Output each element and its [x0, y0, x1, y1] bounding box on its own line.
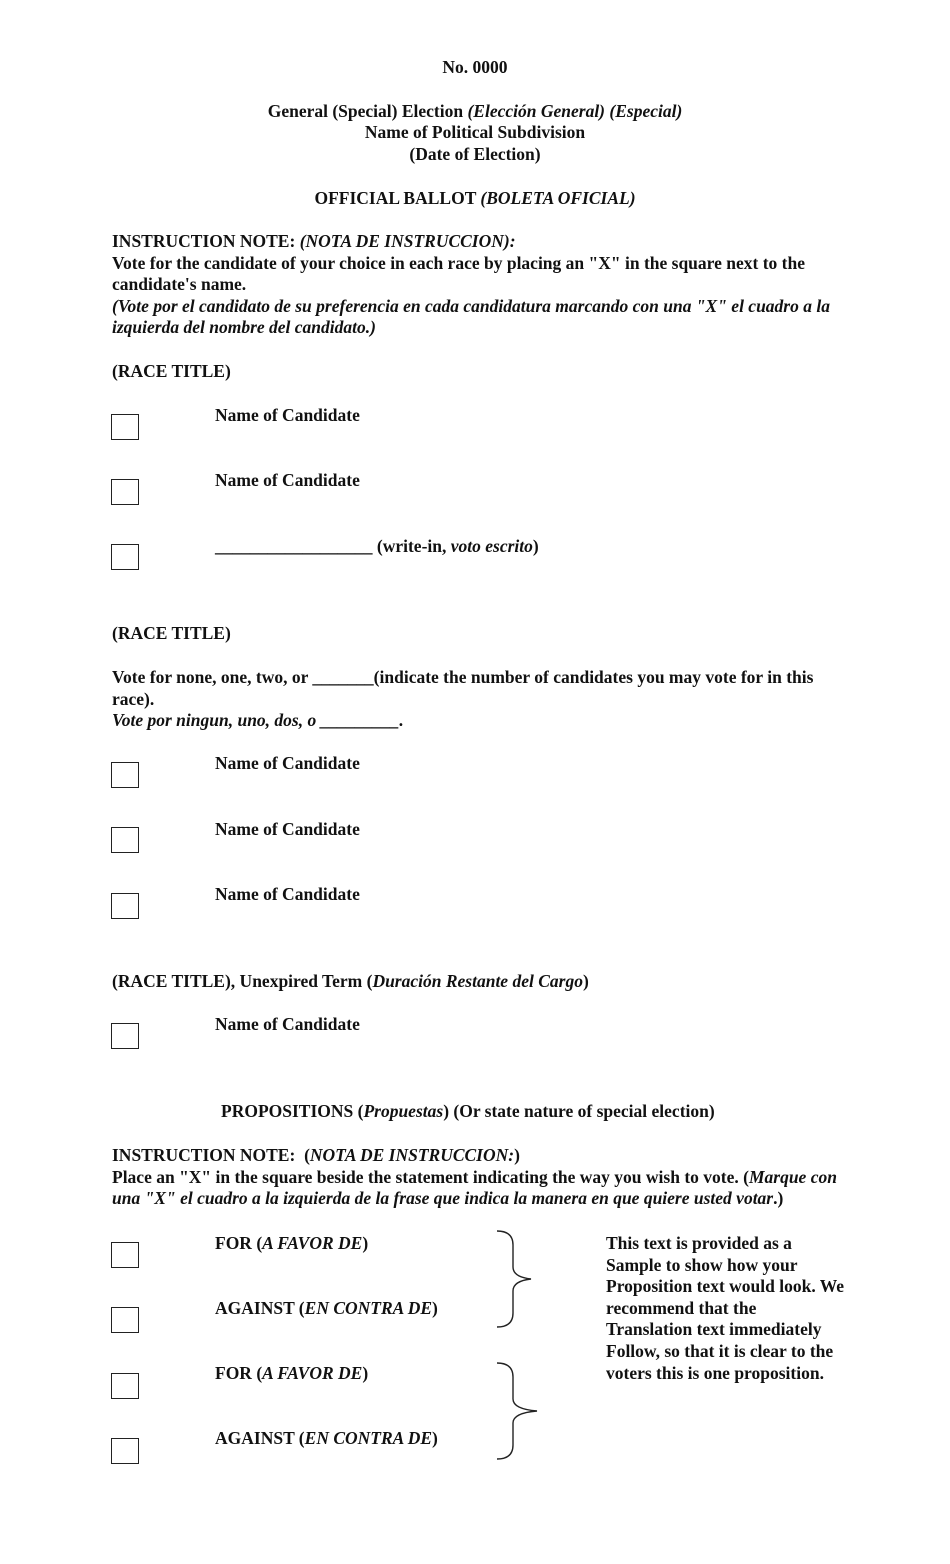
right-brace-icon	[495, 1361, 539, 1461]
propositions-title: PROPOSITIONS (Propuestas) (Or state nature of special election)	[221, 1101, 715, 1121]
proposition-for: FOR (A FAVOR DE)	[215, 1233, 369, 1253]
vote-checkbox[interactable]	[111, 1373, 139, 1399]
vote-checkbox[interactable]	[111, 544, 139, 570]
vote-for-instruction: Vote for none, one, two, or _______(indicate the number of candidates you may vote for in this race). Vote por ningun, uno, dos, o _________.	[112, 667, 814, 730]
candidate-name: Name of Candidate	[215, 405, 360, 425]
ballot-heading: OFFICIAL BALLOT (BOLETA OFICIAL)	[314, 188, 636, 208]
race-title: (RACE TITLE)	[112, 623, 231, 643]
right-brace-icon	[495, 1229, 539, 1329]
candidate-name: Name of Candidate	[215, 753, 360, 773]
subdivision-name: Name of Political Subdivision	[364, 122, 586, 142]
instruction-note: INSTRUCTION NOTE: (NOTA DE INSTRUCCION): Vote for the candidate of your choice in each race by placing an "X" in the square next to the candidate's name. (Vote por el candidato de su preferencia en cada candidatura marcando con una "X" el cuadro a la izquierda del nombre del candidato.)	[112, 231, 830, 337]
ballot-number: No. 0000	[442, 57, 508, 77]
candidate-name: Name of Candidate	[215, 884, 360, 904]
candidate-name: Name of Candidate	[215, 819, 360, 839]
election-title: General (Special) Election (Elección General) (Especial)	[267, 101, 683, 121]
vote-checkbox[interactable]	[111, 414, 139, 440]
vote-checkbox[interactable]	[111, 762, 139, 788]
race-title: (RACE TITLE)	[112, 361, 231, 381]
proposition-for: FOR (A FAVOR DE)	[215, 1363, 369, 1383]
candidate-name: Name of Candidate	[215, 470, 360, 490]
propositions-instruction: INSTRUCTION NOTE: (NOTA DE INSTRUCCION:) Place an "X" in the square beside the statement indicating the way you wish to vote. (Marque con una "X" el cuadro a la izquierda de la frase que indica la manera en que quiere usted votar.)	[112, 1145, 837, 1208]
vote-checkbox[interactable]	[111, 1242, 139, 1268]
election-date: (Date of Election)	[409, 144, 541, 164]
write-in-line[interactable]: __________________ (write-in, voto escrito)	[215, 536, 539, 556]
vote-checkbox[interactable]	[111, 827, 139, 853]
vote-checkbox[interactable]	[111, 893, 139, 919]
vote-checkbox[interactable]	[111, 1023, 139, 1049]
sample-note: This text is provided as a Sample to show how your Proposition text would look. We recommend that the Translation text immediately Follow, so that it is clear to the voters this is one proposition.	[606, 1233, 845, 1383]
vote-checkbox[interactable]	[111, 479, 139, 505]
vote-checkbox[interactable]	[111, 1307, 139, 1333]
candidate-name: Name of Candidate	[215, 1014, 360, 1034]
proposition-against: AGAINST (EN CONTRA DE)	[215, 1428, 438, 1448]
proposition-against: AGAINST (EN CONTRA DE)	[215, 1298, 438, 1318]
race-title: (RACE TITLE), Unexpired Term (Duración Restante del Cargo)	[112, 971, 589, 991]
vote-checkbox[interactable]	[111, 1438, 139, 1464]
